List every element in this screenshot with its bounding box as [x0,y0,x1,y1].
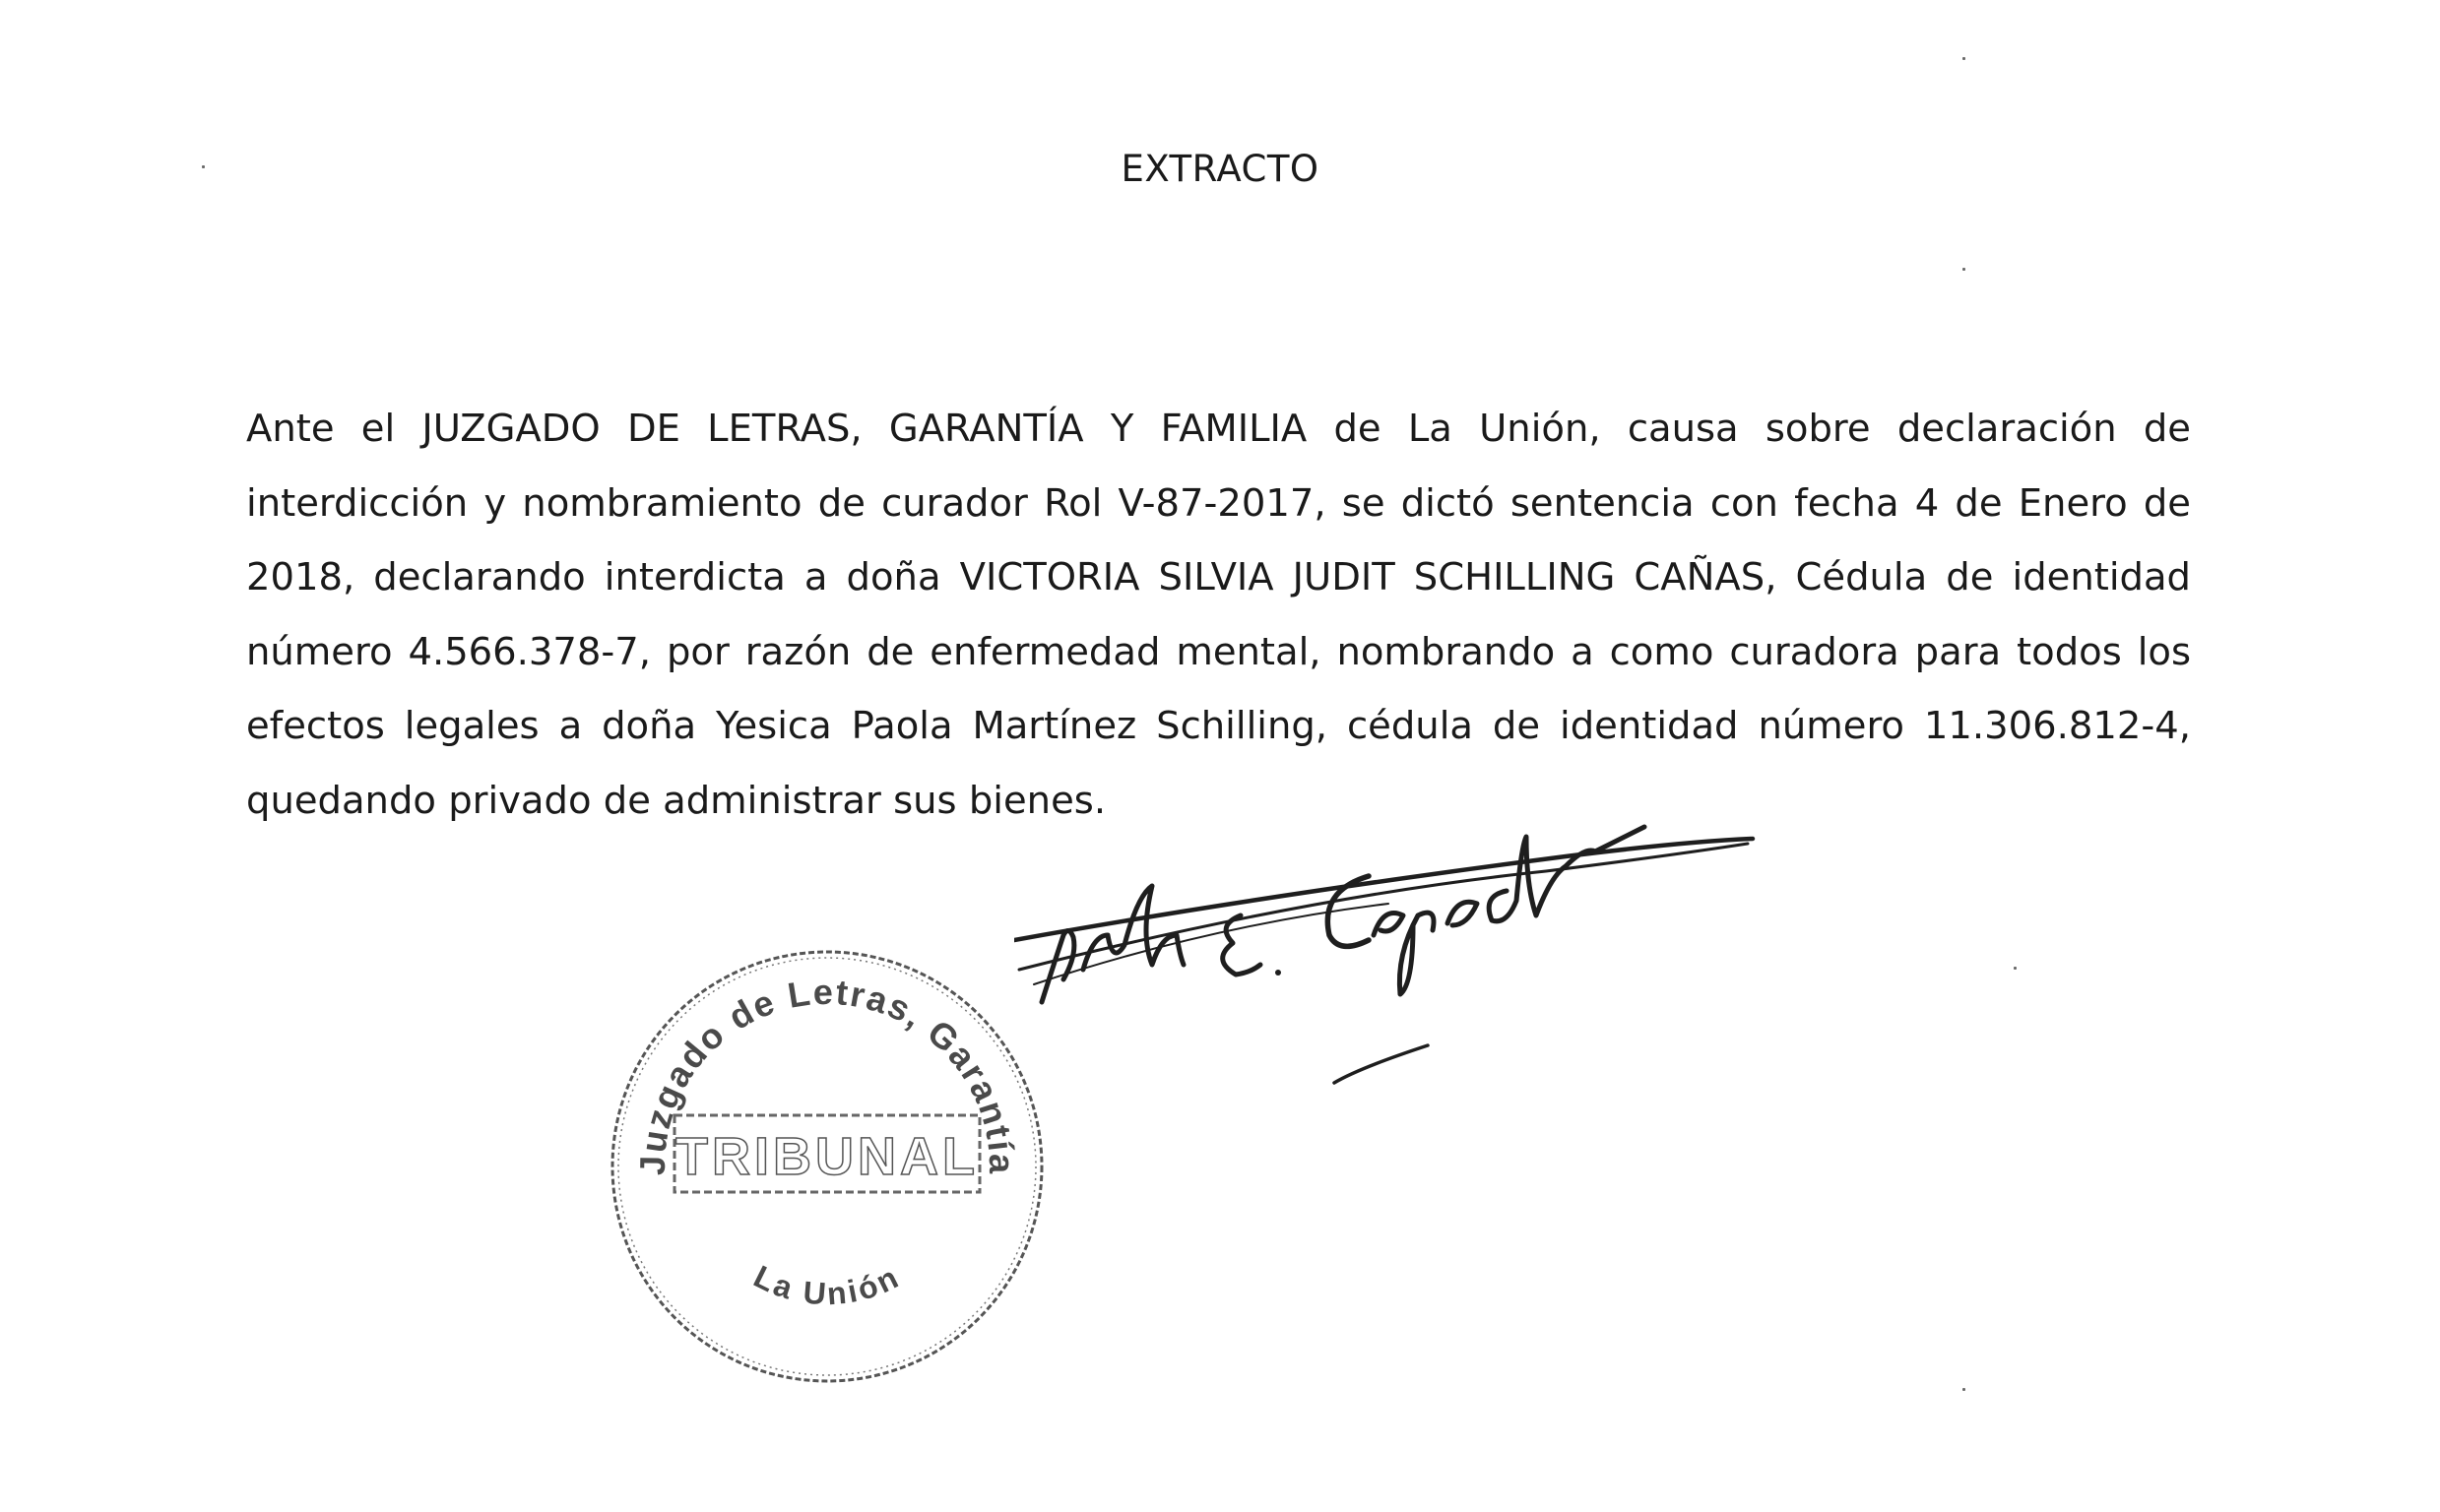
scan-speck [2014,967,2017,970]
scan-speck [1962,268,1965,271]
stamp-bottom-text: La Unión [747,1258,907,1312]
scan-speck [1962,1388,1965,1391]
document-title: EXTRACTO [1121,148,1319,190]
court-stamp [581,920,1073,1413]
document-body: Ante el JUZGADO DE LETRAS, GARANTÍA Y FAMILIA de La Unión, causa sobre declaración de interdicción y nombramiento de curador Rol V-87-2017, se dictó sentencia con fecha 4 de Enero de 2018, declarando interdicta a doña VICTORIA SILVIA JUDIT SCHILLING CAÑAS, Cédula de identidad número 4.566.378-7, por razón de enfermedad mental, nombrando a como curadora para todos los efectos legales a doña Yesica Paola Martínez Schilling, cédula de identidad número 11.306.812-4, quedando privado de administrar sus bienes. [246,407,2191,823]
handwritten-signature [1014,788,1782,1122]
stamp-top-text: Juzgado de Letras, Garantía [631,971,1023,1176]
stamp-center-text: TRIBUNAL [675,1127,979,1186]
scan-speck [1962,57,1965,60]
